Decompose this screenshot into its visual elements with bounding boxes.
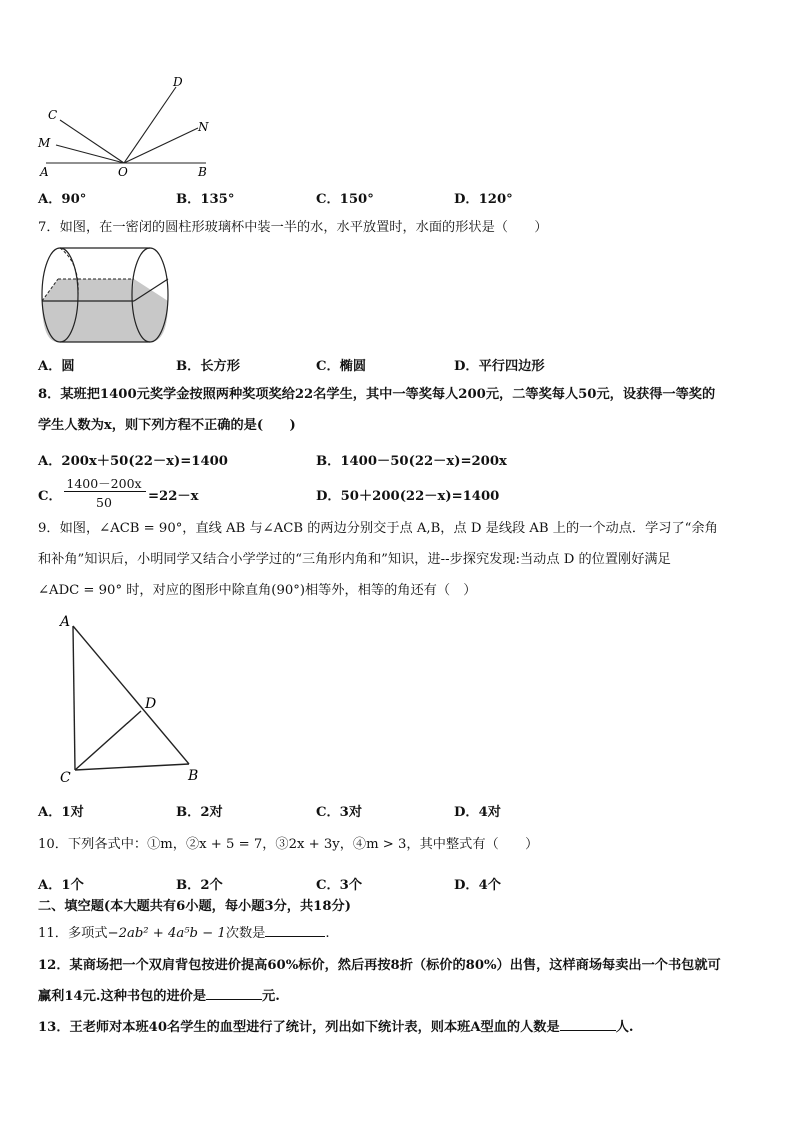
fraction-bar (64, 491, 146, 492)
q13-prefix: 13．王老师对本班40名学生的血型进行了统计，列出如下统计表，则本班A型血的人数是 (38, 1020, 560, 1035)
q10-option-a: A．1个 (38, 878, 84, 893)
q11-answer-blank[interactable] (265, 936, 325, 937)
q9-stem-line2: 和补角”知识后，小明同学又结合小学学过的“三角形内角和”知识，进--步探究发现:当动点 D 的位置刚好满足 (38, 552, 671, 567)
q9-stem-line3: ∠ADC = 90° 时，对应的图形中除直角(90°)相等外，相等的角还有（ ） (38, 583, 477, 598)
q8-option-c-prefix: C． (38, 489, 62, 504)
q12-line2 (38, 989, 280, 1005)
q9-option-b: B．2对 (176, 805, 223, 820)
q8-option-c-numerator: 1400－200x (66, 476, 142, 491)
q9-stem-line1: 9．如图，∠ACB = 90°，直线 AB 与∠ACB 的两边分别交于点 A,B，点 D 是线段 AB 上的一个动点．学习了“余角 (38, 521, 718, 536)
q12-line2-suffix: 元. (262, 989, 280, 1004)
q13 (38, 1020, 633, 1036)
triangle-figure (55, 612, 215, 790)
label-A: A (40, 165, 49, 179)
q6-option-d: D．120° (454, 192, 513, 207)
angle-figure (30, 72, 220, 182)
label-M: M (38, 136, 51, 150)
q13-answer-blank[interactable] (560, 1030, 616, 1031)
q7-option-b: B．长方形 (176, 359, 240, 374)
label-O: O (118, 165, 128, 179)
q10-stem: 10．下列各式中：①m，②x + 5 = 7，③2x + 3y，④m > 3，其中整式有（ ） (38, 837, 539, 852)
q8-option-c-rest: =22－x (148, 489, 199, 504)
label-B: B (188, 768, 199, 784)
q11-prefix: 11．多项式 (38, 926, 108, 941)
q11-expression: −2ab² + 4a⁵b − 1 (107, 926, 226, 941)
label-B: B (198, 165, 207, 179)
q12-answer-blank[interactable] (206, 999, 262, 1000)
label-D: D (145, 696, 157, 712)
q10-option-b: B．2个 (176, 878, 223, 893)
q7-option-a: A．圆 (38, 359, 75, 374)
q9-option-c: C．3对 (316, 805, 363, 820)
q8-option-b: B．1400－50(22－x)=200x (316, 454, 507, 469)
label-C: C (48, 108, 58, 122)
q9-option-d: D．4对 (454, 805, 501, 820)
label-C: C (60, 770, 71, 786)
cylinder-figure (38, 243, 178, 348)
q8-option-a: A．200x＋50(22－x)=1400 (38, 454, 228, 469)
label-A: A (60, 614, 71, 630)
q7-option-d: D．平行四边形 (454, 359, 545, 374)
q8-option-d: D．50＋200(22－x)=1400 (316, 489, 500, 504)
q10-option-c: C．3个 (316, 878, 363, 893)
q12-line1: 12．某商场把一个双肩背包按进价提高60%标价，然后再按8折（标价的80%）出售，这样商场每卖出一个书包就可 (38, 958, 721, 973)
q8-stem-line1: 8．某班把1400元奖学金按照两种奖项奖给22名学生，其中一等奖每人200元，二等奖每人50元，设获得一等奖的 (38, 387, 716, 402)
q10-option-d: D．4个 (454, 878, 501, 893)
q13-suffix: 人. (615, 1020, 634, 1035)
section-heading: 二、填空题(本大题共有6小题，每小题3分，共18分) (38, 899, 351, 914)
q12-line2-prefix: 赢利14元.这种书包的进价是 (38, 989, 207, 1004)
q6-option-c: C．150° (316, 192, 374, 207)
q9-option-a: A．1对 (38, 805, 84, 820)
q7-option-c: C．椭圆 (316, 359, 367, 374)
q11-end: . (325, 926, 330, 941)
q11-suffix: 次数是 (225, 926, 266, 941)
q8-stem-line2: 学生人数为x，则下列方程不正确的是( ) (38, 418, 296, 433)
label-N: N (198, 120, 209, 134)
q6-option-a: A．90° (38, 192, 87, 207)
q8-option-c-denominator: 50 (96, 495, 112, 510)
q11 (38, 926, 330, 942)
label-D: D (173, 75, 183, 89)
q6-option-b: B．135° (176, 192, 235, 207)
q7-stem: 7．如图，在一密闭的圆柱形玻璃杯中装一半的水，水平放置时，水面的形状是（ ） (38, 220, 548, 235)
